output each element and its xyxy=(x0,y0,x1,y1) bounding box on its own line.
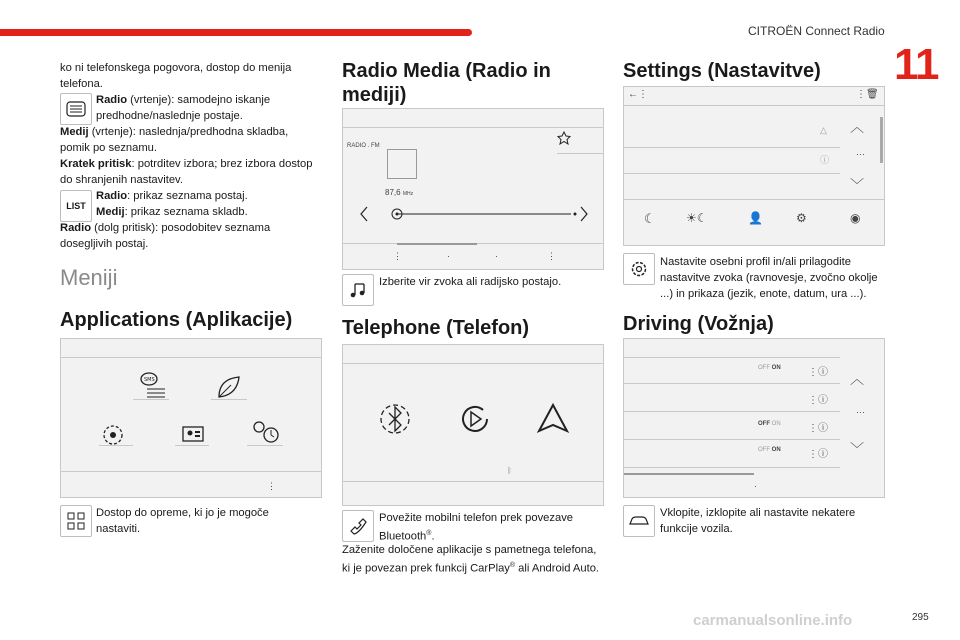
phone-desc-b: . xyxy=(431,530,435,543)
radio-heading: Radio Media (Radio in mediji) xyxy=(342,60,551,106)
toggle-1-off: OFF xyxy=(758,365,770,371)
phone-desc-c: Zaženite določene aplikacije s pametnega telefona, ki je povezan prek funkcij CarPlay xyxy=(342,544,597,575)
contacts-card-icon xyxy=(179,423,209,445)
dolg-label: Radio xyxy=(60,222,92,234)
radio-label: Radio xyxy=(96,94,128,106)
apps-description: Dostop do opreme, ki jo je mogoče nastaviti. xyxy=(96,507,269,535)
phone-connect-icon-box xyxy=(342,510,374,542)
toggle-1-on: ON xyxy=(771,365,781,371)
row-2-info-icon: ⋮ⓘ xyxy=(808,395,828,406)
vehicle-settings-icon xyxy=(101,421,131,447)
system-settings-icon: ⚙ xyxy=(796,211,807,225)
radio-dot-1: · xyxy=(447,251,450,261)
kratek-label: Kratek pritisk xyxy=(60,158,132,170)
driving-screen xyxy=(623,338,885,498)
android-auto-icon xyxy=(535,401,571,437)
radio-text: (vrtenje): samodejno iskanje predhodne/naslednje postaje. xyxy=(96,94,271,122)
list-button-icon-box xyxy=(60,190,92,222)
list-radio-label: Radio xyxy=(96,190,128,202)
radio-band-label: RADIO . FM xyxy=(347,143,380,149)
radio-kebab-1: ⋮ xyxy=(393,251,402,261)
radio-description: Izberite vir zvoka ali radijsko postajo. xyxy=(379,276,562,288)
toggle-row-2[interactable] xyxy=(758,421,781,427)
medij-text: (vrtenje): naslednja/predhodna skladba, pomik po seznamu. xyxy=(60,126,289,154)
row-3-info-icon: ⋮ⓘ xyxy=(808,423,828,434)
dolg-block xyxy=(60,220,320,252)
carplay-icon xyxy=(457,401,493,437)
privacy-icon: ◉ xyxy=(850,211,861,225)
column-1 xyxy=(60,60,320,92)
phone-heading: Telephone (Telefon) xyxy=(342,317,530,339)
list-text-block xyxy=(96,188,316,220)
chapter-number: 11 xyxy=(894,40,939,89)
toggle-2-on: ON xyxy=(771,421,781,427)
frequency-value xyxy=(385,188,413,197)
phone-desc-reg-1: ® xyxy=(426,530,432,537)
apps-heading: Applications (Aplikacije) xyxy=(60,309,293,331)
list-medij-text: : prikaz seznama skladb. xyxy=(124,206,248,218)
freq-unit: MHz xyxy=(402,191,414,197)
phone-desc-d: ali Android Auto. xyxy=(515,562,600,575)
phone-handset-icon xyxy=(349,517,367,535)
toggle-2-off: OFF xyxy=(758,421,770,427)
phone-description-2 xyxy=(342,542,600,577)
dolg-text: (dolg pritisk): posodobitev seznama dosegljivih postaj. xyxy=(60,222,271,250)
car-icon xyxy=(628,514,650,528)
medij-block xyxy=(60,124,320,188)
night-mode-icon: ☾ xyxy=(644,211,656,226)
page-number: 295 xyxy=(912,612,929,623)
list-radio-text: : prikaz seznama postaj. xyxy=(127,190,248,202)
list-medij-label: Medij xyxy=(96,206,125,218)
scroll-up-icon: ︿ xyxy=(850,119,864,135)
radio-rotation-text xyxy=(96,92,316,124)
car-icon-box xyxy=(623,505,655,537)
radio-kebab-2: ⋮ xyxy=(547,251,556,261)
app-kebab-icon: ⋮ xyxy=(267,481,276,491)
settings-description: Nastavite osebni profil in/ali prilagodite nastavitve zvoka (ravnovesje, zvočno okolje ...) in prikaza (jezik, enote, datum, ura ...). xyxy=(660,256,878,300)
driving-more-icon: ··· xyxy=(856,407,865,417)
settings-delete-icon: ⋮🗑 xyxy=(856,89,879,100)
climate-timer-icon xyxy=(251,419,283,447)
radio-dot-2: · xyxy=(495,251,498,261)
driving-description: Vklopite, izklopite ali nastavite nekatere funkcije vozila. xyxy=(660,507,856,535)
phone-desc-a: Povežite mobilni telefon prek povezave Bluetooth xyxy=(379,512,574,543)
info-icon: ⓘ xyxy=(820,155,830,165)
frequency-slider[interactable] xyxy=(353,203,597,225)
header-title: CITROËN Connect Radio xyxy=(748,24,885,38)
telephone-screen xyxy=(342,344,604,506)
favourite-star-icon xyxy=(557,131,571,145)
driving-heading: Driving (Vožnja) xyxy=(623,313,774,335)
driving-page-bar xyxy=(624,473,754,475)
freq-number: 87,6 xyxy=(385,188,401,197)
day-night-icon: ☀☾ xyxy=(686,211,708,225)
radio-screen xyxy=(342,108,604,270)
toggle-row-1[interactable] xyxy=(758,365,781,371)
row-1-info-icon: ⋮ⓘ xyxy=(808,367,828,378)
kratek-text: : potrditev izbora; brez izbora dostop do shranjenih nastavitev. xyxy=(60,158,313,186)
list-lines-icon xyxy=(66,101,86,117)
toggle-3-on: ON xyxy=(771,447,781,453)
row-4-info-icon: ⋮ⓘ xyxy=(808,449,828,460)
settings-heading: Settings (Nastavitve) xyxy=(623,60,821,82)
settings-scrollbar xyxy=(880,117,883,163)
list-icon-label: LIST xyxy=(66,201,86,211)
toggle-row-3[interactable] xyxy=(758,447,781,453)
settings-gear-icon-box xyxy=(623,253,655,285)
toggle-3-off: OFF xyxy=(758,447,770,453)
menu-knob-icon-box xyxy=(60,93,92,125)
settings-back-icon: ←⋮ xyxy=(628,89,648,100)
music-note-icon xyxy=(349,281,367,299)
svg-text:SMS: SMS xyxy=(144,377,155,383)
scroll-down-icon: ﹀ xyxy=(850,177,864,193)
gear-icon xyxy=(629,259,649,279)
applications-screen xyxy=(60,338,322,498)
apps-grid-icon xyxy=(67,512,85,530)
intro-text: ko ni telefonskega pogovora, dostop do menija telefona. xyxy=(60,62,292,90)
bluetooth-status-icon: ᛒ xyxy=(507,466,512,475)
more-icon: ··· xyxy=(856,149,865,159)
driving-scroll-down-icon: ﹀ xyxy=(850,441,864,457)
medij-label: Medij xyxy=(60,126,89,138)
menus-heading: Meniji xyxy=(60,265,118,290)
station-artwork-placeholder xyxy=(387,149,417,179)
settings-screen xyxy=(623,86,885,246)
profile-icon: 👤 xyxy=(748,211,763,225)
music-note-icon-box xyxy=(342,274,374,306)
driving-page-dot: · xyxy=(754,481,757,491)
phone-description-1 xyxy=(379,510,599,545)
driving-scroll-up-icon: ︿ xyxy=(850,371,864,387)
watermark: carmanualsonline.info xyxy=(693,612,853,629)
phone-desc-reg-2: ® xyxy=(509,562,516,569)
header-red-bar xyxy=(0,29,472,36)
eco-leaf-icon xyxy=(213,371,245,401)
sms-icon xyxy=(135,369,175,403)
warning-icon: △ xyxy=(820,125,827,135)
apps-grid-icon-box xyxy=(60,505,92,537)
bluetooth-icon xyxy=(377,401,413,437)
